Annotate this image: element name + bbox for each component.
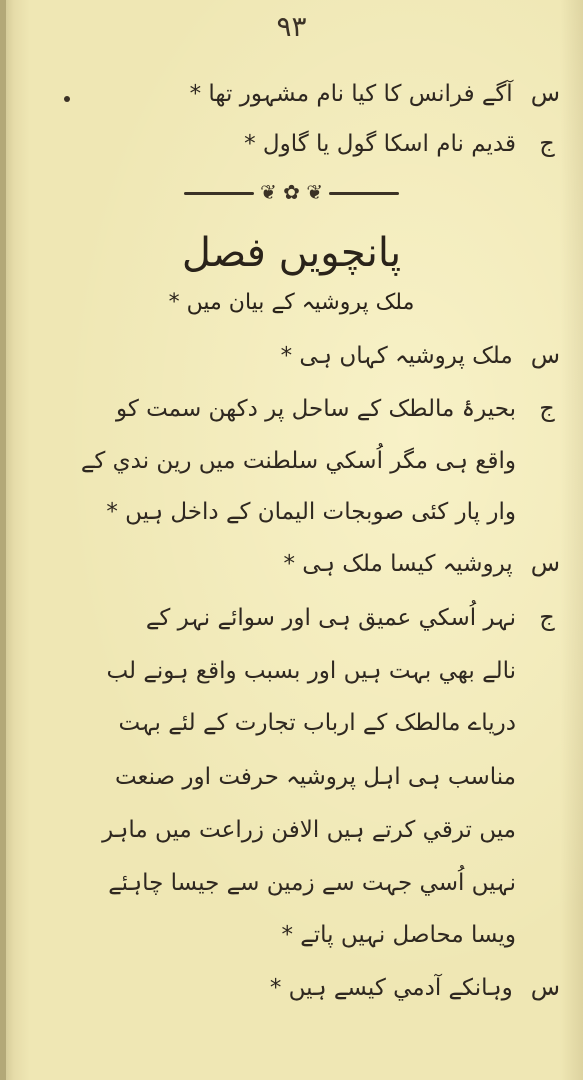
chapter-subtitle: ملک پروشیہ کے بیان میں * [168,290,415,315]
text-line [40,446,560,476]
text-line [40,815,560,845]
text-line [40,602,560,633]
question-line [40,78,560,109]
line-marker: س [530,549,560,577]
line-text: پروشیہ کیسا ملک ہی * [283,551,513,577]
text-line [40,762,560,792]
text-line [40,497,560,527]
text-line [40,708,560,738]
text-line [40,393,560,424]
line-marker: ج [539,603,555,631]
line-text: وہانکے آدمي کیسے ہیں * [269,975,513,1001]
line-text: نہیں اُسي جہت سے زمین سے جیسا چاہئے [108,870,516,896]
chapter-title: پانچویں فصل [181,230,402,276]
line-text: نالے بھي بہت ہیں اور بسبب واقع ہونے لب [106,658,516,684]
text-line [40,868,560,898]
line-text: ویسا محاصل نہیں پاتے * [281,922,516,948]
line-text: واقع ہی مگر اُسکي سلطنت میں رین ندي کے [80,448,516,474]
text-line [40,656,560,686]
line-marker: ج [539,394,555,422]
line-marker: ج [539,129,555,157]
line-text: دریاے مالطک کے ارباب تجارت کے لئے بہت [118,710,516,736]
page-binding-edge [0,0,6,1080]
line-text: بحیرۂ مالطک کے ساحل پر دکھن سمت کو [115,396,516,422]
text-line [40,548,560,579]
page-number: ٩٣ [276,10,307,43]
line-text: آگے فرانس کا کیا نام مشہور تھا * [189,81,513,107]
line-marker: س [530,973,560,1001]
text-line [40,972,560,1003]
line-text: مناسب ہی اہل پروشیہ حرفت اور صنعت [114,764,516,790]
line-text: قدیم نام اسکا گول یا گاول * [244,131,516,157]
line-text: ملک پروشیہ کہاں ہی * [280,343,513,369]
text-line [40,340,560,371]
line-text: میں ترقي کرتے ہیں الافن زراعت میں ماہر [102,817,516,843]
text-line [40,920,560,950]
line-marker: س [530,341,560,369]
line-text: نہر اُسکي عمیق ہی اور سوائے نہر کے [145,605,516,631]
answer-line [40,128,560,159]
line-marker: س [530,79,560,107]
section-divider-ornament: ❦ ✿ ❦ [0,180,583,204]
line-text: وار پار کئی صوبجات الیمان کے داخل ہیں * [106,499,516,525]
